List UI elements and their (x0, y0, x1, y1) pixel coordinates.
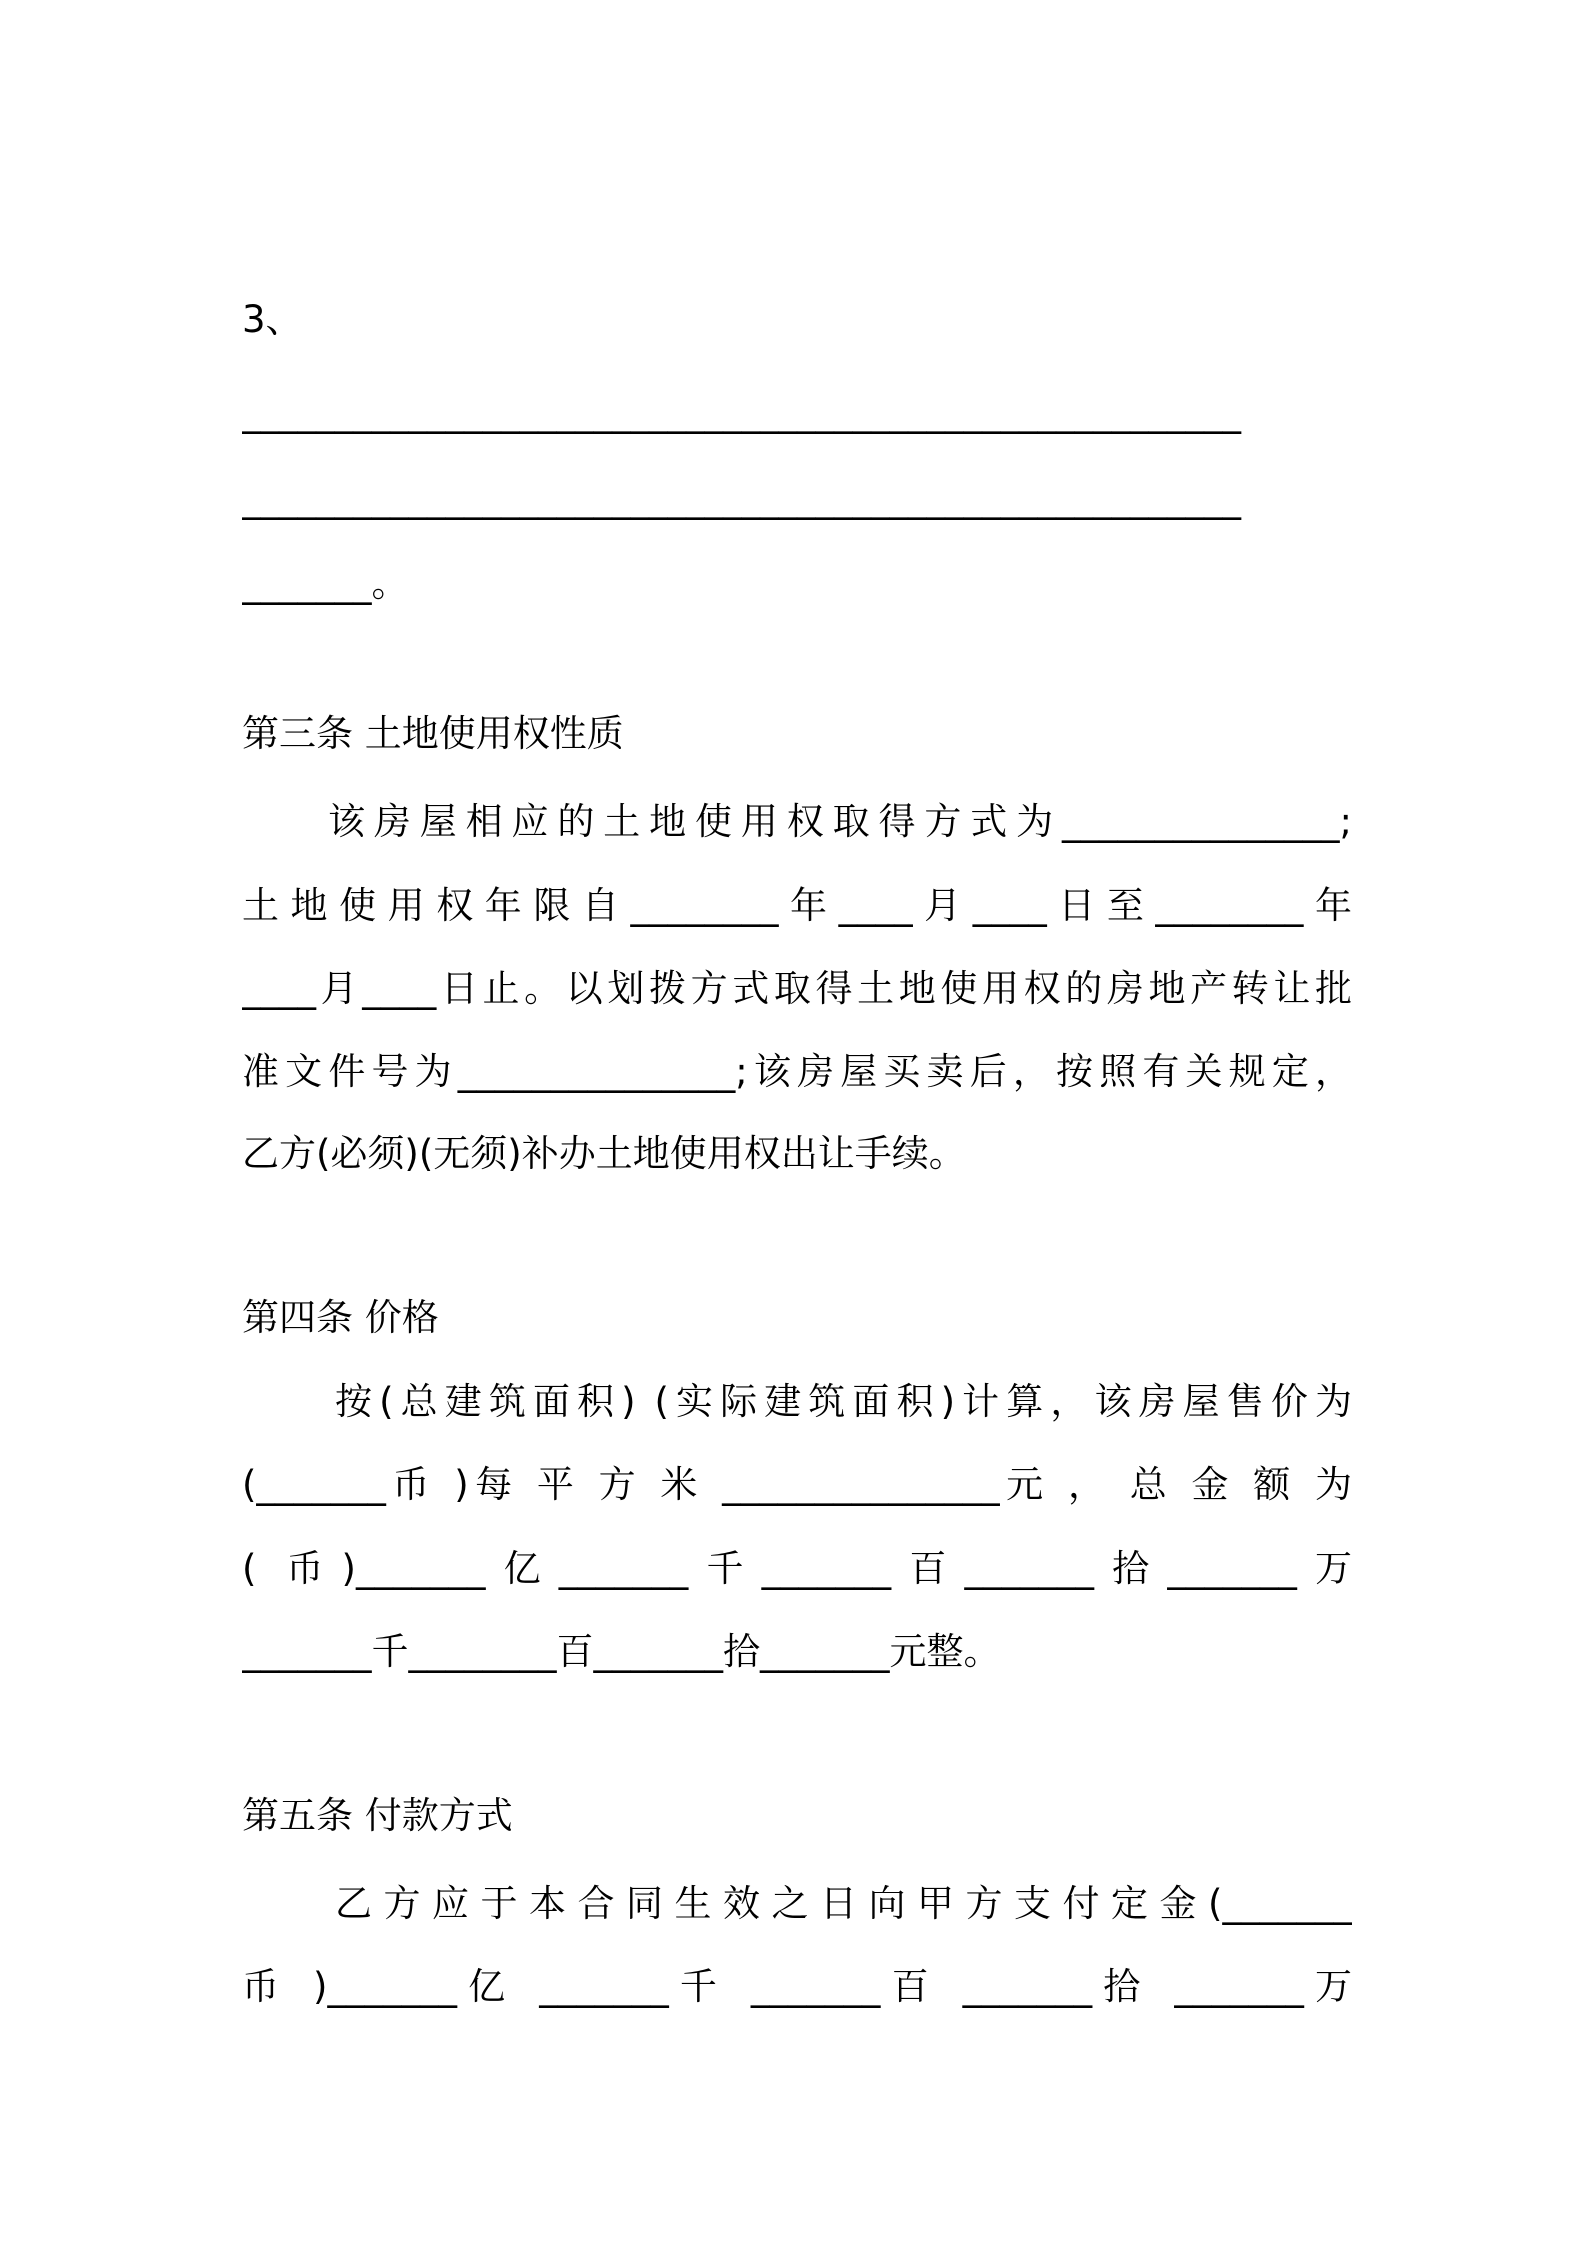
article-4-line-3: ( 币)_______亿_______千_______百_______拾_______万 (242, 1547, 1352, 1590)
article-4-line-1: 按(总建筑面积) (实际建筑面积)计算，该房屋售价为 (335, 1380, 1352, 1423)
article-3-line-4: 准文件号为_______________;该房屋买卖后，按照有关规定， (242, 1050, 1352, 1093)
article-3-line-2: 土地使用权年限自________年____月____日至________年 (242, 884, 1352, 927)
blank-fill-line-2: ______________________________________________________ (242, 477, 1241, 520)
article-4-line-2: (_______币 )每 平 方 米 _______________元 ， 总 金 额 为 (242, 1463, 1352, 1506)
article-5-line-2: 币 )_______亿 _______千 _______百 _______拾 _______万 (242, 1965, 1352, 2008)
article-3-line-5: 乙方(必须)(无须)补办土地使用权出让手续。 (242, 1132, 966, 1175)
article-4-line-4: _______千________百_______拾_______元整。 (242, 1630, 1001, 1673)
article-5-line-1: 乙方应于本合同生效之日向甲方支付定金(_______ (335, 1882, 1352, 1925)
article-3-heading: 第三条 土地使用权性质 (242, 712, 624, 755)
article-4-heading: 第四条 价格 (242, 1296, 439, 1339)
article-5-heading: 第五条 付款方式 (242, 1794, 513, 1837)
blank-fill-line-1: ______________________________________________________ (242, 391, 1241, 434)
blank-fill-line-3: _______。 (242, 562, 409, 605)
article-3-line-3: ____月____日止。以划拨方式取得土地使用权的房地产转让批 (242, 967, 1352, 1010)
item-number-3: 3、 (242, 298, 303, 341)
article-3-line-1: 该房屋相应的土地使用权取得方式为_______________; (328, 800, 1352, 843)
